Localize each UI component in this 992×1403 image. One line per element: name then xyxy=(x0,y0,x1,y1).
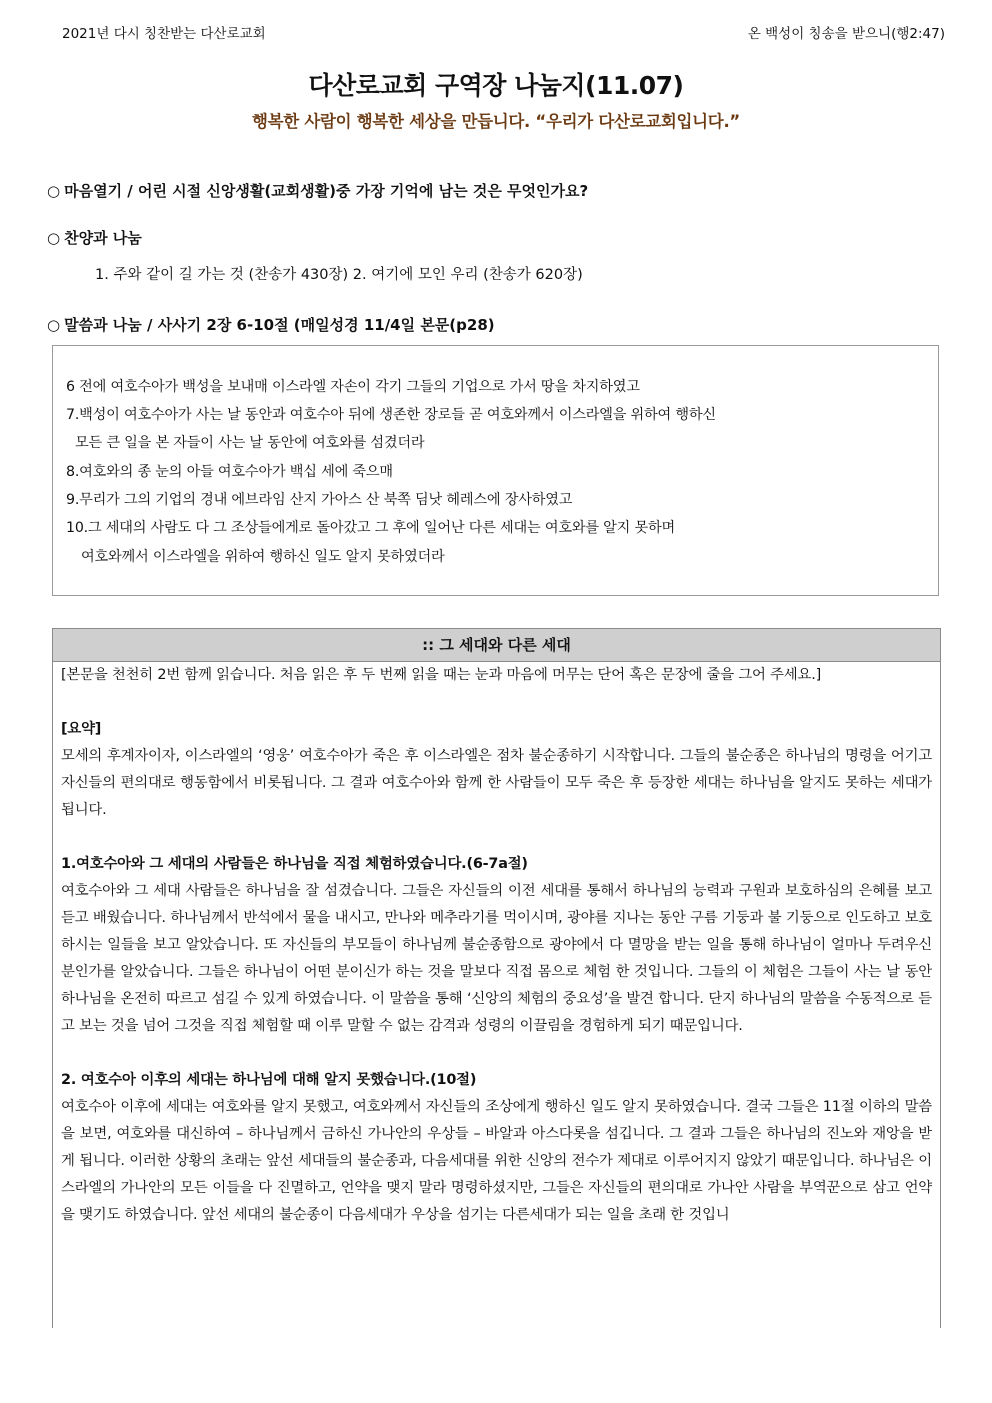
page-subtitle: 행복한 사람이 행복한 세상을 만듭니다. “우리가 다산로교회입니다.” xyxy=(252,112,740,131)
circle-marker-icon: ○ xyxy=(47,229,61,247)
scripture-line: 8.여호와의 종 눈의 아들 여호수아가 백십 세에 죽으매 xyxy=(66,464,393,480)
study-body xyxy=(53,662,940,1229)
circle-marker-icon: ○ xyxy=(47,182,61,200)
scripture-line: 6 전에 여호수아가 백성을 보내매 이스라엘 자손이 각기 그들의 기업으로 가서 땅을 차지하였고 xyxy=(66,379,640,395)
section-word-text: 말씀과 나눔 / 사사기 2장 6-10절 (매일성경 11/4일 본문(p28) xyxy=(64,316,495,334)
section-opening-text: 마음열기 / 어린 시절 신앙생활(교회생활)중 가장 기억에 남는 것은 무엇인가요? xyxy=(64,182,589,200)
study-heading: :: 그 세대와 다른 세대 xyxy=(53,629,940,662)
scripture-line: 여호와께서 이스라엘을 위하여 행하신 일도 알지 못하였더라 xyxy=(81,549,445,565)
point2-title: 2. 여호수아 이후의 세대는 하나님에 대해 알지 못했습니다.(10절) xyxy=(61,1072,477,1088)
section-praise-text: 찬양과 나눔 xyxy=(64,229,142,247)
point1-title: 1.여호수아와 그 세대의 사람들은 하나님을 직접 체험하였습니다.(6-7a절) xyxy=(61,856,528,872)
circle-marker-icon: ○ xyxy=(47,316,61,334)
hymn-list: 1. 주와 같이 길 가는 것 (찬송가 430장) 2. 여기에 모인 우리 (찬송가 620장) xyxy=(95,267,583,283)
section-opening xyxy=(47,180,588,201)
study-box xyxy=(52,628,941,1328)
scripture-line: 9.무리가 그의 기업의 경내 에브라임 산지 가아스 산 북쪽 딤낫 헤레스에 장사하였고 xyxy=(66,492,573,508)
summary-label: [요약] xyxy=(61,721,102,737)
point2-text: 여호수아 이후에 세대는 여호와를 알지 못했고, 여호와께서 자신들의 조상에게 행하신 일도 알지 못하였습니다. 결국 그들은 11절 이하의 말씀을 보면, 여호와를 대신하여 – 하나님께서 금하신 가나안의 우상들 – 바알과 아스다롯을 섬깁니다. 그 결과 그들은 하나님의 진노와 재앙을 받게 됩니다. 이러한 상황의 초래는 앞선 세대들의 불순종과, 다음세대를 위한 신앙의 전수가 제대로 이루어지지 않았기 때문입니다. 하나님은 이스라엘의 가나안의 모든 이들을 다 진멸하고, 언약을 맺지 말라 명령하셨지만, 그들은 자신들의 편의대로 가나안 사람을 부역꾼으로 삼고 언약을 맺기도 하였습니다. 앞선 세대의 불순종이 다음세대가 우상을 섬기는 다른세대가 되는 일을 초래 한 것입니 xyxy=(61,1099,932,1223)
scripture-box xyxy=(52,345,939,596)
point1-text: 여호수아와 그 세대 사람들은 하나님을 잘 섬겼습니다. 그들은 자신들의 이전 세대를 통해서 하나님의 능력과 구원과 보호하심의 은혜를 보고 듣고 배웠습니다. 하나님께서 반석에서 물을 내시고, 만나와 메추라기를 먹이시며, 광야를 지나는 동안 구름 기둥과 불 기둥으로 인도하고 보호 하시는 일들을 보고 알았습니다. 또 자신들의 부모들이 하나님께 불순종함으로 광야에서 다 멸망을 받는 일을 통해 하나님이 얼마나 두려우신 분인가를 알았습니다. 그들은 하나님이 어떤 분이신가 하는 것을 말보다 직접 몸으로 체험 한 것입니다. 그들의 이 체험은 그들이 사는 날 동안 하나님을 온전히 따르고 섬길 수 있게 하였습니다. 이 말씀을 통해 ‘신앙의 체험의 중요성’을 발견 합니다. 단지 하나님의 말씀을 수동적으로 듣고 보는 것을 넘어 그것을 직접 체험할 때 이루 말할 수 없는 감격과 성령의 이끌림을 경험하게 되기 때문입니다. xyxy=(61,883,932,1034)
header-left-text: 2021년 다시 칭찬받는 다산로교회 xyxy=(62,26,266,42)
section-word xyxy=(47,314,495,335)
scripture-line: 10.그 세대의 사람도 다 그 조상들에게로 돌아갔고 그 후에 일어난 다른 세대는 여호와를 알지 못하며 xyxy=(66,520,676,536)
page-title: 다산로교회 구역장 나눔지(11.07) xyxy=(308,71,684,100)
header-right-text: 온 백성이 칭송을 받으니(행2:47) xyxy=(747,26,945,42)
scripture-line: 모든 큰 일을 본 자들이 사는 날 동안에 여호와를 섬겼더라 xyxy=(75,435,425,451)
scripture-line: 7.백성이 여호수아가 사는 날 동안과 여호수아 뒤에 생존한 장로들 곧 여호와께서 이스라엘을 위하여 행하신 xyxy=(66,407,716,423)
section-praise xyxy=(47,227,142,248)
study-intro: [본문을 천천히 2번 함께 읽습니다. 처음 읽은 후 두 번째 읽을 때는 눈과 마음에 머무는 단어 혹은 문장에 줄을 그어 주세요.] xyxy=(61,667,821,683)
summary-text: 모세의 후계자이자, 이스라엘의 ‘영웅’ 여호수아가 죽은 후 이스라엘은 점차 불순종하기 시작합니다. 그들의 불순종은 하나님의 명령을 어기고 자신들의 편의대로 행동함에서 비롯됩니다. 그 결과 여호수아와 함께 한 사람들이 모두 죽은 후 등장한 세대는 하나님을 알지도 못하는 세대가 됩니다. xyxy=(61,748,932,818)
